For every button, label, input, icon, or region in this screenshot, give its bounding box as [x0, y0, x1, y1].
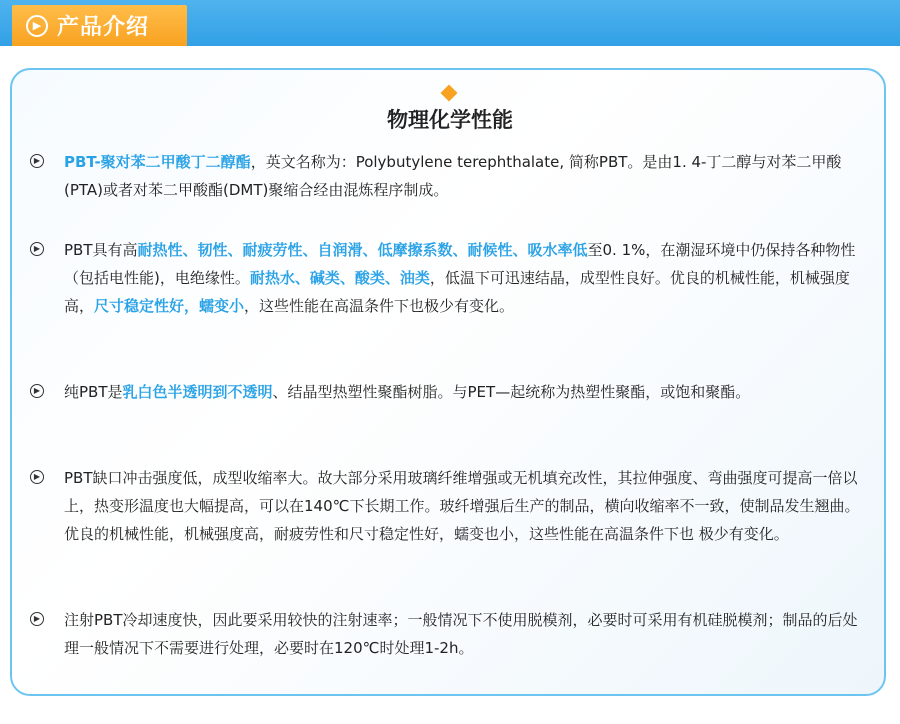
- paragraph-4: [30, 464, 860, 548]
- highlight-text: 尺寸稳定性好，蠕变小: [94, 297, 245, 315]
- bullet-icon: ▶: [30, 242, 44, 256]
- body-text: ，这些性能在高温条件下也极少有变化。: [244, 297, 515, 315]
- paragraph-text: [64, 606, 860, 662]
- paragraph-2: [30, 236, 860, 320]
- body-text: 纯PBT是: [64, 383, 123, 401]
- header-bar: [0, 0, 900, 46]
- highlight-text: PBT-聚对苯二甲酸丁二醇酯: [64, 153, 251, 171]
- header-tab: [12, 5, 187, 46]
- body-text: 至0. 1%，在潮湿环境中仍保持各种物性（包括电性能)，电绝缘性。: [64, 241, 856, 287]
- paragraph-5: [30, 606, 860, 662]
- highlight-text: 乳白色半透明到不透明: [122, 383, 273, 401]
- paragraph-text: [64, 148, 860, 204]
- paragraph-text: [64, 378, 860, 406]
- bullet-icon: ▶: [30, 154, 44, 168]
- highlight-text: 耐热性、韧性、耐疲劳性、自润滑、低摩擦系数、耐候性、吸水率低: [137, 241, 588, 259]
- bullet-icon: ▶: [30, 470, 44, 484]
- paragraph-3: [30, 378, 860, 406]
- header-title: 产品介绍: [57, 15, 150, 40]
- paragraph-text: [64, 236, 860, 320]
- highlight-text: 耐热水、碱类、酸类、油类: [249, 269, 430, 287]
- body-text: PBT具有高: [64, 241, 138, 259]
- section-title: 物理化学性能: [387, 108, 513, 132]
- body-text: ，低温下可迅速结晶，成型性良好。优良的机械性能，机械强度高，: [64, 269, 850, 315]
- bullet-icon: ▶: [30, 384, 44, 398]
- bullet-icon: ▶: [30, 612, 44, 626]
- body-text: 、结晶型热塑性聚酯树脂。与PET—起统称为热塑性聚酯，或饱和聚酯。: [272, 383, 751, 401]
- paragraph-1: [30, 148, 860, 204]
- body-text: 注射PBT冷却速度快，因此要采用较快的注射速率；一般情况下不使用脱模剂，必要时可采用有机硅脱模剂；制品的后处理一般情况下不需要进行处理，必要时在120℃时处理1-2h。: [64, 611, 858, 657]
- body-text: ，英文名称为：Polybutylene terephthalate, 简称PBT。是由1. 4-丁二醇与对苯二甲酸(PTA)或者对苯二甲酸酯(DMT)聚缩合经由混炼程序制成。: [64, 153, 842, 199]
- arrow-circle-icon: ▶: [26, 15, 48, 37]
- paragraph-text: [64, 464, 860, 548]
- body-text: PBT缺口冲击强度低，成型收缩率大。故大部分采用玻璃纤维增强或无机填充改性，其拉伸强度、弯曲强度可提高一倍以上，热变形温度也大幅提高，可以在140℃下长期工作。玻纤增强后生产的制品，横向收缩率不一致，使制品发生翘曲。优良的机械性能，机械强度高，耐疲劳性和尺寸稳定性好，蠕变也小，这些性能在高温条件下也 极少有变化。: [64, 469, 860, 543]
